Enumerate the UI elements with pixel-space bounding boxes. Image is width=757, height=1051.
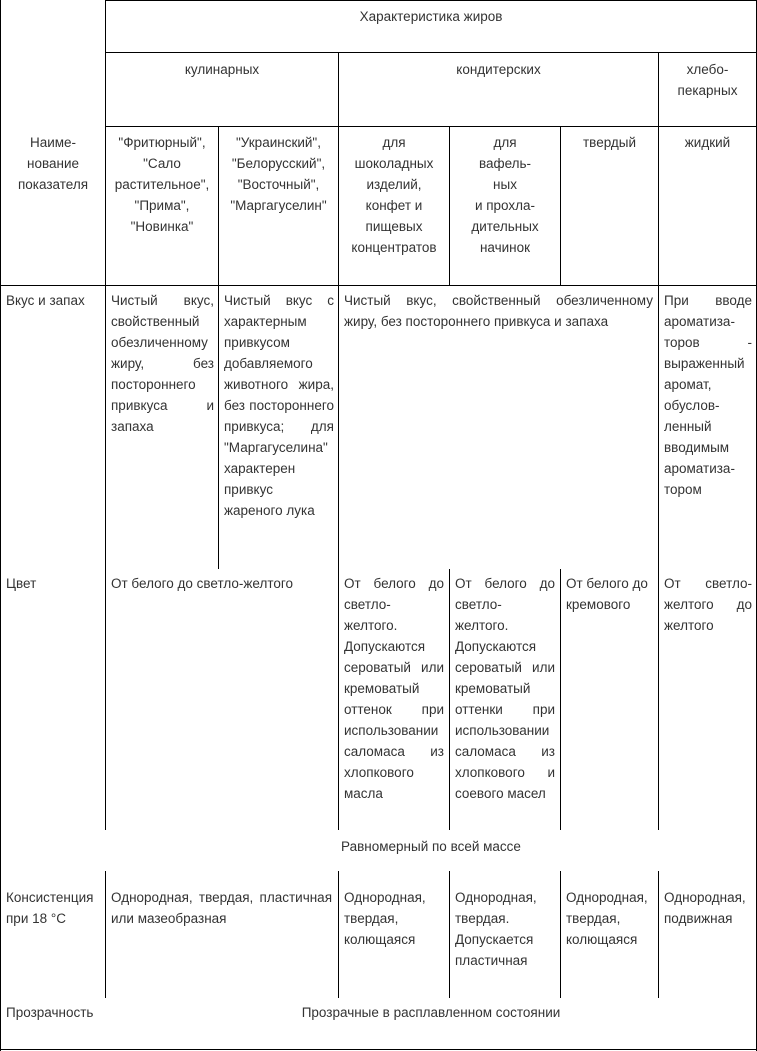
rule-label-col xyxy=(105,0,106,830)
rule-bottom xyxy=(0,1049,757,1050)
rule-label-col-lower xyxy=(105,871,106,998)
row-consistency-c4: Однородная, твердая. Допускается пластичная xyxy=(455,890,537,968)
header-confectionery: кондитерских xyxy=(456,62,541,77)
rule-header-sub xyxy=(105,126,757,127)
subheader-c5: твердый xyxy=(582,135,637,150)
row-taste-c2: Чистый вкус с характерным привкусом добавляемого животного жира, без постороннего привкуса; для "Маргагуселина" характерен привкус жареного лука xyxy=(224,293,334,518)
rule-top xyxy=(105,0,757,1)
header-main: Характеристика жиров xyxy=(359,9,503,24)
row-color-c6: От светло-желтого до желтого xyxy=(664,576,752,633)
row-consistency-c6: Однородная, подвижная xyxy=(664,890,746,926)
rule-header-bottom xyxy=(0,285,757,286)
rule-conf-bakery xyxy=(658,52,659,830)
row-taste-confectionery: Чистый вкус, свойственный обезличенному жиру, без постороннего привкуса и запаха xyxy=(344,293,653,329)
row-transparency-label: Прозрачность xyxy=(6,1005,94,1020)
header-culinary: кулинарных xyxy=(184,62,260,77)
rule-c4-c5-cons xyxy=(560,871,561,998)
rule-c3-c4-cons xyxy=(449,871,450,998)
rule-conf-bakery-lower xyxy=(658,871,659,998)
row-color-c5: От белого до кремового xyxy=(566,576,648,612)
rule-left xyxy=(0,0,1,1051)
rule-c3-c4-color xyxy=(449,569,450,830)
header-bakery: хлебо- пекарных xyxy=(677,62,738,98)
subheader-c4: для вафель- ных и прохла- дительных начинок xyxy=(471,135,539,255)
subheader-c6: жидкий xyxy=(684,135,731,150)
header-indicator: Наиме- нование показателя xyxy=(17,135,89,192)
rule-header-main xyxy=(105,52,757,53)
row-color-c4: От белого до светло-желтого. Допускаются сероватый или кремоватый оттенки при использовании саломаса из хлопкового и соевого масел xyxy=(455,576,555,801)
row-consistency-c5: Однородная, твердая, колющаяся xyxy=(566,890,648,947)
subheader-c1: "Фритюрный", "Сало растительное", "Прима", "Новинка" xyxy=(114,135,210,234)
row-consistency-culinary: Однородная, твердая, пластичная или мазеобразная xyxy=(111,890,332,926)
row-taste-bakery: При вводе ароматиза-торов - выраженный аромат, обуслов-ленный вводимым ароматиза-тором xyxy=(664,293,752,497)
row-color-c3: От белого до светло-желтого. Допускаются сероватый или кремоватый оттенок при использовании саломаса из хлопкового масла xyxy=(344,576,444,801)
row-color-label: Цвет xyxy=(6,576,37,591)
row-transparency-value: Прозрачные в расплавленном состоянии xyxy=(301,1005,561,1020)
row-uniform: Равномерный по всей массе xyxy=(341,839,521,854)
row-color-culinary: От белого до светло-желтого xyxy=(111,576,294,591)
subheader-c3: для шоколадных изделий, конфет и пищевых концентратов xyxy=(351,135,437,255)
row-taste-label: Вкус и запах xyxy=(6,293,85,308)
subheader-c2: "Украинский", "Белорусский", "Восточный", "Маргагуселин" xyxy=(230,135,327,213)
row-consistency-c3: Однородная, твердая, колющаяся xyxy=(344,890,426,947)
row-taste-c1: Чистый вкус, свойственный обезличенному жиру, без постороннего привкуса и запаха xyxy=(111,293,214,434)
rule-culinary-conf-lower xyxy=(338,871,339,998)
rule-c4-c5-color xyxy=(560,569,561,830)
row-consistency-label: Консистенция при 18 °С xyxy=(6,890,94,926)
